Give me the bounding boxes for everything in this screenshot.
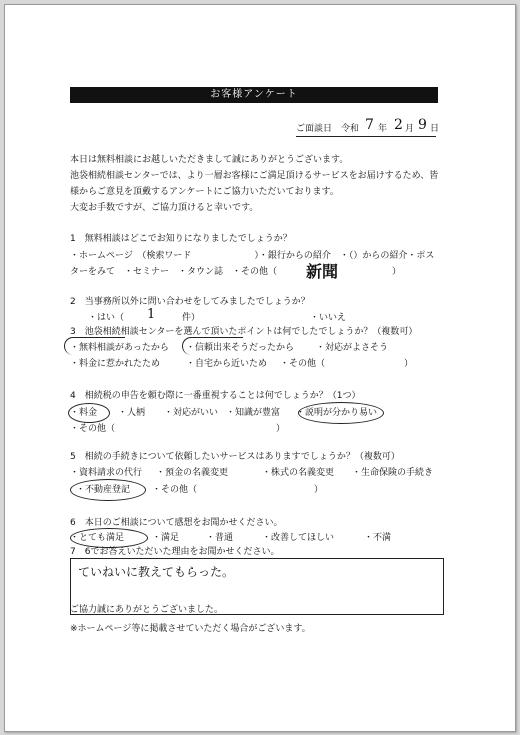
footnote: ※ホームページ等に掲載させていただく場合がございます。 <box>70 624 311 634</box>
q3-selection-mark <box>182 337 243 355</box>
consult-date-month-suffix: 月 <box>405 124 415 134</box>
q4-option: ・人柄 <box>118 408 146 418</box>
q5-option: ・その他（ <box>152 485 198 495</box>
q5-option: ・生命保険の手続き <box>352 468 434 478</box>
q2-no-option: ・いいえ <box>310 313 347 323</box>
q5-option: ・資料請求の代行 <box>70 468 143 478</box>
q4-option: ・料金 <box>70 408 98 418</box>
q2-count: 1 <box>147 307 156 322</box>
q1-question: 1 無料相談はどこでお知りになりましたでしょうか？ <box>70 234 292 244</box>
q6-option: ・とても満足 <box>70 533 125 543</box>
q3-option: ・対応がよさそう <box>316 343 389 353</box>
q6-option: ・普通 <box>206 533 234 543</box>
q5-option: ・預金の名義変更 <box>156 468 229 478</box>
q7-answer: ていねいに教えてもらった。 <box>78 565 235 579</box>
q6-selection-circle <box>70 528 148 548</box>
q4-option: ・説明が分かり易い <box>296 408 378 418</box>
consult-date-label: ご面談日 令和 <box>296 124 360 134</box>
q2-question: 2 当事務所以外に問い合わせをしてみましたでしょうか？ <box>70 297 310 307</box>
q1-close-paren: ） <box>392 267 402 277</box>
q6-option: ・不満 <box>364 533 392 543</box>
q6-option: ・改善してほしい <box>262 533 335 543</box>
consult-date-day: 9 <box>418 117 427 133</box>
q3-option: ・信頼出来そうだったから <box>186 343 295 353</box>
q3-selection-mark <box>64 337 125 355</box>
consult-date-year-suffix: 年 <box>378 124 388 134</box>
q5-close-paren: ） <box>314 485 324 495</box>
q3-question: 3 池袋相続相談センターを選んで頂いたポイントは何でしたでしょうか？（複数可） <box>70 327 418 337</box>
q6-question: 6 本日のご相談について感想をお聞かせください。 <box>70 518 283 528</box>
q3-option: ・自宅から近いため <box>186 359 268 369</box>
q1-options-line1: ・ホームページ （検索ワード ）・銀行からの紹介 ・（）からの紹介・ポス <box>70 251 435 261</box>
q3-option: ・その他（ <box>280 359 326 369</box>
q5-question: 5 相続の手続きについて依頼したいサービスはありますでしょうか？（複数可） <box>70 452 400 462</box>
q4-close-paren: ） <box>276 424 286 434</box>
q7-question: 7 6でお答えいただいた理由をお聞かせください。 <box>70 547 280 557</box>
intro-line: 大変お手数ですが、ご協力頂けると幸いです。 <box>70 203 259 213</box>
consult-date-year: 7 <box>365 117 374 133</box>
consult-date-day-suffix: 日 <box>430 124 440 134</box>
q3-option: ・無料相談があったから <box>70 343 169 353</box>
consult-date-underline <box>296 136 436 137</box>
q4-option: ・対応がいい <box>164 408 219 418</box>
q2-unit: 件） <box>182 313 201 323</box>
q1-other-answer: 新聞 <box>306 262 339 281</box>
q4-option: ・知識が豊富 <box>226 408 281 418</box>
q4-selection-circle <box>68 403 110 423</box>
q5-selection-circle <box>70 479 146 501</box>
consult-date-month: 2 <box>394 117 403 133</box>
intro-line: 池袋相続相談センターでは、より一層お客様にご満足頂けるサービスをお届けするため、皆 <box>70 171 439 181</box>
q1-options-line2: ターをみて ・セミナー ・タウン誌 ・その他（ <box>70 267 278 277</box>
q4-question: 4 相続税の申告を頼む際に一番重視することは何でしょうか？（1つ） <box>70 391 361 401</box>
q3-close-paren: ） <box>404 359 414 369</box>
survey-title: お客様アンケート <box>70 87 438 103</box>
q2-yes-option: ・はい（ <box>88 313 125 323</box>
q5-option: ・不動産登記 <box>76 485 131 495</box>
q6-option: ・満足 <box>152 533 180 543</box>
q3-option: ・料金に惹かれたため <box>70 359 161 369</box>
q4-option: ・その他（ <box>70 424 116 434</box>
intro-line: 様からご意見を頂戴するアンケートにご協力いただいております。 <box>70 187 339 197</box>
q5-option: ・株式の名義変更 <box>262 468 335 478</box>
closing-thanks: ご協力誠にありがとうございました。 <box>70 605 224 615</box>
intro-line: 本日は無料相談にお越しいただきまして誠にありがとうございます。 <box>70 155 349 165</box>
q4-selection-circle <box>298 402 384 424</box>
